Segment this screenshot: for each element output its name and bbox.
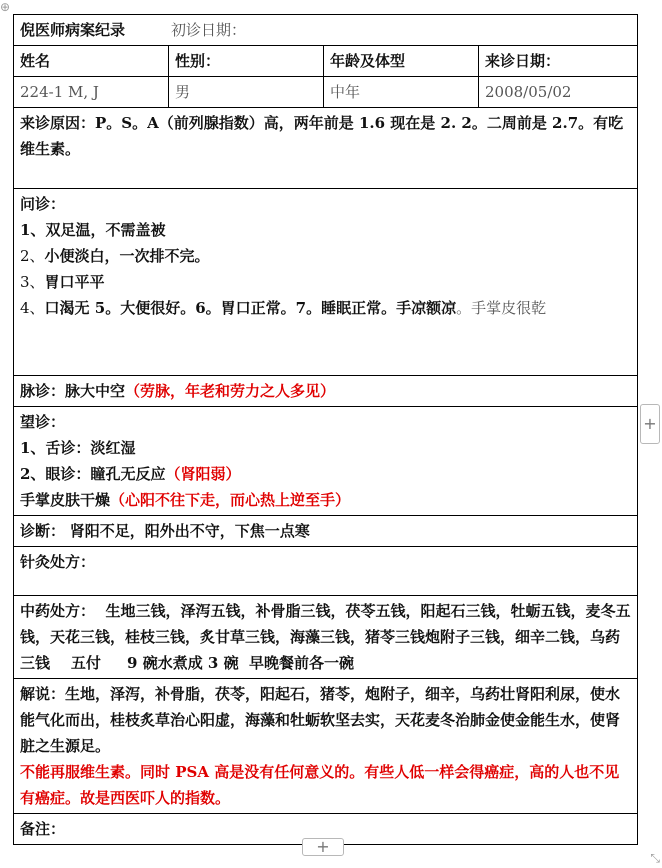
patient-sex[interactable]: 男 <box>169 77 324 108</box>
herbal-cell[interactable] <box>14 596 638 679</box>
patient-row <box>14 77 638 108</box>
column-header-row <box>14 46 638 77</box>
first-visit-date-label: 初诊日期： <box>171 21 247 39</box>
patient-id[interactable]: 224-1 M, J <box>14 77 169 108</box>
observation-cell[interactable] <box>14 407 638 516</box>
reason-row <box>14 108 638 189</box>
observation-row <box>14 407 638 516</box>
header-sex: 性别： <box>169 46 324 77</box>
resize-handle-icon[interactable]: ⤡ <box>650 851 660 865</box>
diagnosis-row <box>14 516 638 547</box>
inquiry-cell[interactable] <box>14 189 638 376</box>
table-move-handle-icon[interactable]: ⊕ <box>0 0 11 14</box>
explanation-warning: 不能再服维生素。同时 PSA 高是没有任何意义的。有些人低一样会得癌症，高的人也不见有癌症。故是西医吓人的指数。 <box>20 763 620 807</box>
inquiry-item: 2、小便淡白，一次排不完。 <box>20 247 210 265</box>
skin-diagnosis: 手掌皮肤干燥（心阳不往下走，而心热上逆至手） <box>20 491 351 509</box>
pulse-cell[interactable] <box>14 376 638 407</box>
add-row-button[interactable]: + <box>302 838 344 856</box>
diagnosis-text: 肾阳不足，阳外出不守，下焦一点寒 <box>69 522 310 540</box>
header-visit-date: 来诊日期： <box>479 46 638 77</box>
record-title: 倪医师病案纪录 <box>20 21 126 39</box>
acupuncture-row <box>14 547 638 596</box>
case-record-table <box>13 14 638 845</box>
explanation-cell[interactable] <box>14 679 638 814</box>
pulse-note: （劳脉，年老和劳力之人多见） <box>125 382 336 400</box>
inquiry-item: 1、双足温，不需盖被 <box>20 221 166 239</box>
tongue-diagnosis: 1、舌诊：淡红湿 <box>20 439 136 457</box>
header-name: 姓名 <box>14 46 169 77</box>
inquiry-title: 问诊： <box>20 195 66 213</box>
herbal-row <box>14 596 638 679</box>
diagnosis-label: 诊断： <box>20 522 66 540</box>
inquiry-row <box>14 189 638 376</box>
eye-diagnosis: 2、眼诊：瞳孔无反应（肾阳弱） <box>20 465 241 483</box>
inquiry-item: 4、 口渴无 5。大便很好。6。胃口正常。7。睡眠正常。手凉额凉。手掌皮很乾 <box>20 299 547 317</box>
acupuncture-cell[interactable] <box>14 547 638 596</box>
reason-text: 来诊原因：P。S。A（前列腺指数）高，两年前是 1.6 现在是 2. 2。二周前是 2.7。有吃维生素。 <box>20 114 624 158</box>
patient-age[interactable]: 中年 <box>324 77 479 108</box>
herbal-label: 中药处方： <box>20 602 96 620</box>
remarks-label: 备注： <box>20 820 66 838</box>
explanation-text: 解说：生地，泽泻，补骨脂，茯苓，阳起石，猪苓，炮附子，细辛，乌药壮肾阳利尿，使水能气化而出，桂枝炙草治心阳虚，海藻和牡蛎软坚去实，天花麦冬治肺金使金能生水，使肾脏之生源足。 <box>20 685 621 755</box>
add-column-button[interactable]: + <box>640 404 660 444</box>
herbal-timing: 早晚餐前各一碗 <box>249 654 355 672</box>
inquiry-item: 3、胃口平平 <box>20 273 105 291</box>
herbal-method: 9 碗水煮成 3 碗 <box>127 654 239 672</box>
diagnosis-cell[interactable] <box>14 516 638 547</box>
title-row <box>14 15 638 46</box>
pulse-row <box>14 376 638 407</box>
observation-title: 望诊： <box>20 413 66 431</box>
header-age: 年龄及体型 <box>324 46 479 77</box>
pulse-text: 脉诊：脉大中空 <box>20 382 126 400</box>
acupuncture-label: 针灸处方： <box>20 553 96 571</box>
patient-visit-date[interactable]: 2008/05/02 <box>479 77 638 108</box>
herbal-dose: 五付 <box>70 654 101 672</box>
reason-cell[interactable] <box>14 108 638 189</box>
herbal-text: 生地三钱，泽泻五钱，补骨脂三钱，茯苓五钱，阳起石三钱，牡蛎五钱，麦冬五钱，天花三钱，桂枝三钱，炙甘草三钱，海藻三钱，猪苓三钱炮附子三钱，细辛二钱，乌药三钱 <box>20 602 631 672</box>
explanation-row <box>14 679 638 814</box>
